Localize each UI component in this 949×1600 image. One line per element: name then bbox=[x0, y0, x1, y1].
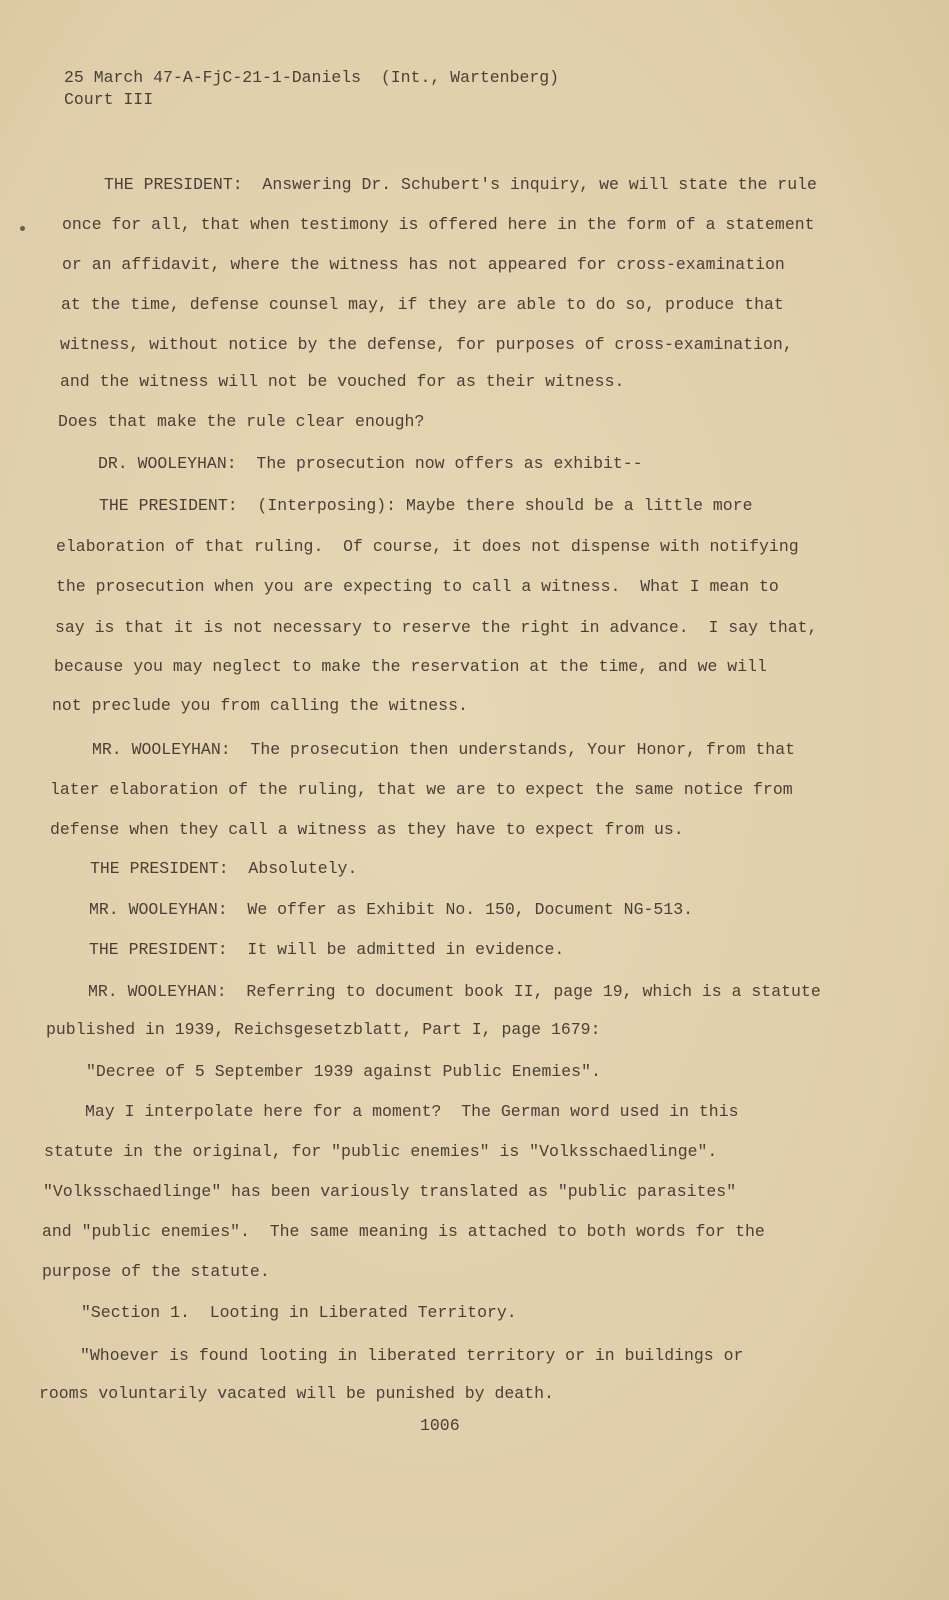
body-line: "Volksschaedlinge" has been variously translated as "public parasites" bbox=[43, 1182, 737, 1201]
body-line: and the witness will not be vouched for as their witness. bbox=[60, 372, 625, 391]
body-line: and "public enemies". The same meaning is attached to both words for the bbox=[42, 1222, 765, 1241]
body-line: THE PRESIDENT: Absolutely. bbox=[90, 859, 358, 878]
body-line: purpose of the statute. bbox=[42, 1262, 270, 1281]
body-line: later elaboration of the ruling, that we are to expect the same notice from bbox=[50, 780, 793, 799]
body-line: elaboration of that ruling. Of course, it does not dispense with notifying bbox=[56, 537, 799, 556]
body-line: once for all, that when testimony is offered here in the form of a statement bbox=[62, 215, 815, 234]
body-line: published in 1939, Reichsgesetzblatt, Part I, page 1679: bbox=[46, 1020, 601, 1039]
body-line: "Decree of 5 September 1939 against Public Enemies". bbox=[86, 1062, 601, 1081]
body-line: "Whoever is found looting in liberated territory or in buildings or bbox=[80, 1346, 744, 1365]
body-line: MR. WOOLEYHAN: The prosecution then understands, Your Honor, from that bbox=[92, 740, 796, 759]
body-line: THE PRESIDENT: (Interposing): Maybe there should be a little more bbox=[99, 496, 753, 515]
body-line: not preclude you from calling the witness. bbox=[52, 696, 468, 715]
body-line: Does that make the rule clear enough? bbox=[58, 412, 425, 431]
body-line: May I interpolate here for a moment? The German word used in this bbox=[85, 1102, 739, 1121]
header-line-2: Court III bbox=[64, 90, 154, 109]
body-line: witness, without notice by the defense, for purposes of cross-examination, bbox=[60, 335, 793, 354]
body-line: rooms voluntarily vacated will be punished by death. bbox=[39, 1384, 554, 1403]
body-line: statute in the original, for "public enemies" is "Volksschaedlinge". bbox=[44, 1142, 718, 1161]
body-line: "Section 1. Looting in Liberated Territory. bbox=[81, 1303, 517, 1322]
body-line: MR. WOOLEYHAN: Referring to document book II, page 19, which is a statute bbox=[88, 982, 821, 1001]
margin-mark bbox=[20, 226, 25, 231]
header-line-1: 25 March 47-A-FjC-21-1-Daniels (Int., Wartenberg) bbox=[64, 68, 560, 87]
body-line: say is that it is not necessary to reserve the right in advance. I say that, bbox=[55, 618, 818, 637]
body-line: THE PRESIDENT: Answering Dr. Schubert's inquiry, we will state the rule bbox=[104, 175, 817, 194]
body-line: MR. WOOLEYHAN: We offer as Exhibit No. 150, Document NG-513. bbox=[89, 900, 693, 919]
body-line: DR. WOOLEYHAN: The prosecution now offers as exhibit-- bbox=[98, 454, 643, 473]
body-line: THE PRESIDENT: It will be admitted in evidence. bbox=[89, 940, 565, 959]
body-line: or an affidavit, where the witness has not appeared for cross-examination bbox=[62, 255, 785, 274]
body-line: at the time, defense counsel may, if they are able to do so, produce that bbox=[61, 295, 784, 314]
body-line: the prosecution when you are expecting to call a witness. What I mean to bbox=[56, 577, 779, 596]
page-number: 1006 bbox=[420, 1416, 460, 1435]
body-line: defense when they call a witness as they have to expect from us. bbox=[50, 820, 684, 839]
body-line: because you may neglect to make the reservation at the time, and we will bbox=[54, 657, 767, 676]
